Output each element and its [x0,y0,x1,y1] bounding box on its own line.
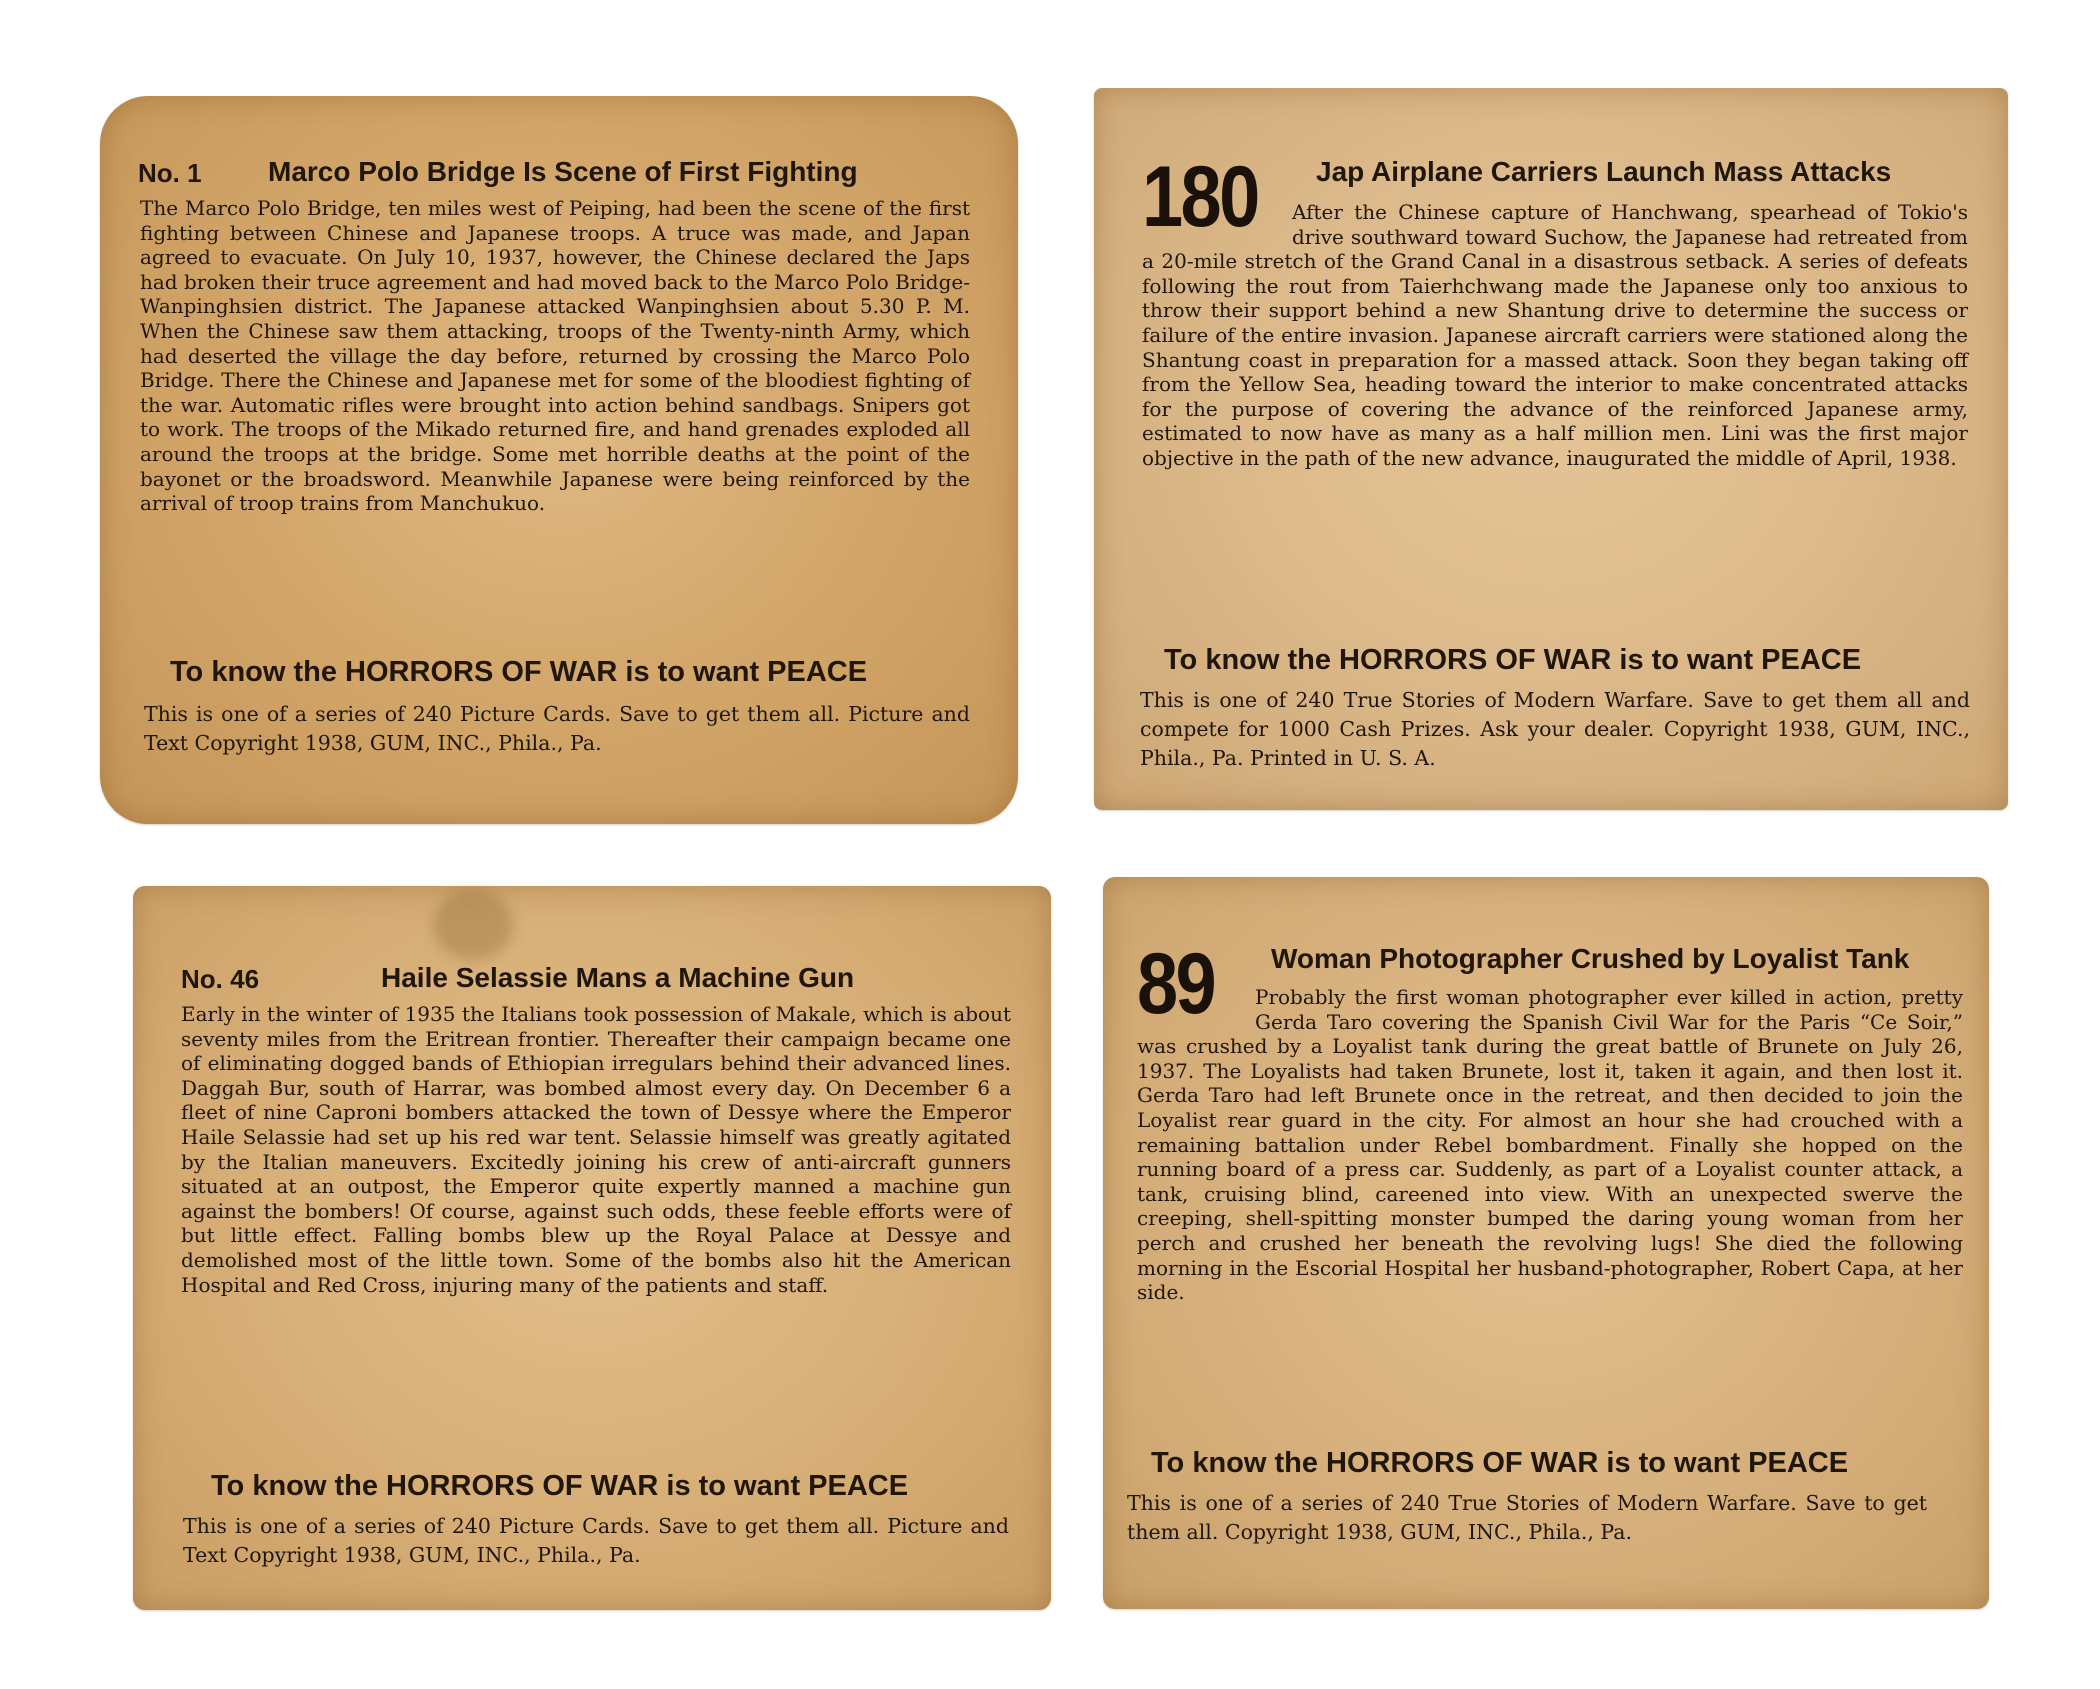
card-footer: This is one of a series of 240 Picture Cards. Save to get them all. Picture and Text Copyright 1938, GUM, INC., Phila., Pa. [183,1514,1009,1567]
card-body-text: After the Chinese capture of Hanchwang, spearhead of Tokio's drive southward toward Suchow, the Japanese had retreated from a 20-mile stretch of the Grand Canal in a disastrous setback. A series of defeats following the rout from Taierhchwang made the Japanese only too anxious to throw their support behind a new Shantung drive to determine the success or failure of the entire invasion. Japanese aircraft carriers were stationed along the Shantung coast in preparation for a massed attack. Soon they began taking off from the Yellow Sea, heading toward the interior to make concentrated attacks for the purpose of covering the advance of the reinforced Japanese army, estimated to now have as many as a half million men. Lini was the first major objective in the path of the new advance, inaugurated the middle of April, 1938. [1142,200,1968,470]
card-180 [1094,88,2008,810]
card-slogan: To know the HORRORS OF WAR is to want PEACE [1151,1447,1849,1479]
card-number: 89 [1137,936,1215,1032]
card-89 [1103,877,1989,1609]
card-body: Early in the winter of 1935 the Italians took possession of Makale, which is about seventy miles from the Eritrean frontier. Thereafter their campaign became one of eliminating dogged bands of Ethiopian irregulars behind their advanced lines. Daggah Bur, south of Harrar, was bombed almost every day. On December 6 a fleet of nine Caproni bombers attacked the town of Dessye where the Emperor Haile Selassie had set up his red war tent. Selassie himself was greatly agitated by the Italian maneuvers. Excitedly joining his crew of anti-aircraft gunners situated at an outpost, the Emperor quite expertly manned a machine gun against the bombers! Of course, against such odds, these feeble efforts were of but little effect. Falling bombs blew up the Royal Palace at Dessye and demolished most of the little town. Some of the bombs also hit the American Hospital and Red Cross, injuring many of the patients and staff. [181,1002,1011,1297]
card-footer: This is one of a series of 240 Picture Cards. Save to get them all. Picture and Text Copyright 1938, GUM, INC., Phila., Pa. [144,702,970,755]
card-number: No. 1 [138,158,202,188]
card-no-46 [133,886,1051,1610]
number-spacer [1142,200,1292,248]
card-footer: This is one of 240 True Stories of Modern Warfare. Save to get them all and compete for 1000 Cash Prizes. Ask your dealer. Copyright 1938, GUM, INC., Phila., Pa. Printed in U. S. A. [1140,688,1970,770]
card-title: Woman Photographer Crushed by Loyalist Tank [1271,943,1910,974]
card-body [1137,985,1963,1305]
card-number: 180 [1142,149,1258,245]
card-title: Haile Selassie Mans a Machine Gun [381,962,855,993]
card-body-text: Probably the first woman photographer ever killed in action, pretty Gerda Taro covering the Spanish Civil War for the Paris “Ce Soir,” was crushed by a Loyalist tank during the great battle of Brunete on July 26, 1937. The Loyalists had taken Brunete, lost it, taken it again, and then lost it. Gerda Taro had left Brunete once in the retreat, and then decided to join the Loyalist rear guard in the city. For almost an hour she had crouched with a remaining battalion under Rebel bombardment. Finally she hopped on the running board of a press car. Suddenly, as part of a Loyalist counter attack, a tank, cruising blind, careened into view. With an unexpected swerve the creeping, shell-spitting monster bumped the daring young woman from her perch and crushed her beneath the revolving lugs! She died the following morning in the Escorial Hospital her husband-photographer, Robert Capa, at her side. [1137,985,1963,1305]
card-title: Marco Polo Bridge Is Scene of First Fighting [268,156,858,187]
card-body: The Marco Polo Bridge, ten miles west of Peiping, had been the scene of the first fighting between Chinese and Japanese troops. A truce was made, and Japan agreed to evacuate. On July 10, 1937, however, the Chinese declared the Japs had broken their truce agreement and had moved back to the Marco Polo Bridge-Wanpinghsien district. The Japanese attacked Wanpinghsien about 5.30 P. M. When the Chinese saw them attacking, troops of the Twenty-ninth Army, which had deserted the village the day before, returned by crossing the Marco Polo Bridge. There the Chinese and Japanese met for some of the bloodiest fighting of the war. Automatic rifles were brought into action behind sandbags. Snipers got to work. The troops of the Mikado returned fire, and hand grenades exploded all around the troops at the bridge. Some met horrible deaths at the point of the bayonet or the broadsword. Meanwhile Japanese were being reinforced by the arrival of troop trains from Manchukuo. [140,196,970,516]
card-number: No. 46 [181,964,260,994]
stain-mark [433,890,513,960]
card-slogan: To know the HORRORS OF WAR is to want PEACE [1164,644,1862,676]
number-spacer [1137,985,1255,1033]
card-body [1142,200,1968,471]
card-footer: This is one of a series of 240 True Stories of Modern Warfare. Save to get them all. Copyright 1938, GUM, INC., Phila., Pa. [1127,1491,1927,1544]
card-title: Jap Airplane Carriers Launch Mass Attacks [1316,156,1892,187]
card-slogan: To know the HORRORS OF WAR is to want PEACE [170,656,868,688]
card-slogan: To know the HORRORS OF WAR is to want PEACE [211,1470,909,1502]
card-no-1 [100,96,1018,824]
